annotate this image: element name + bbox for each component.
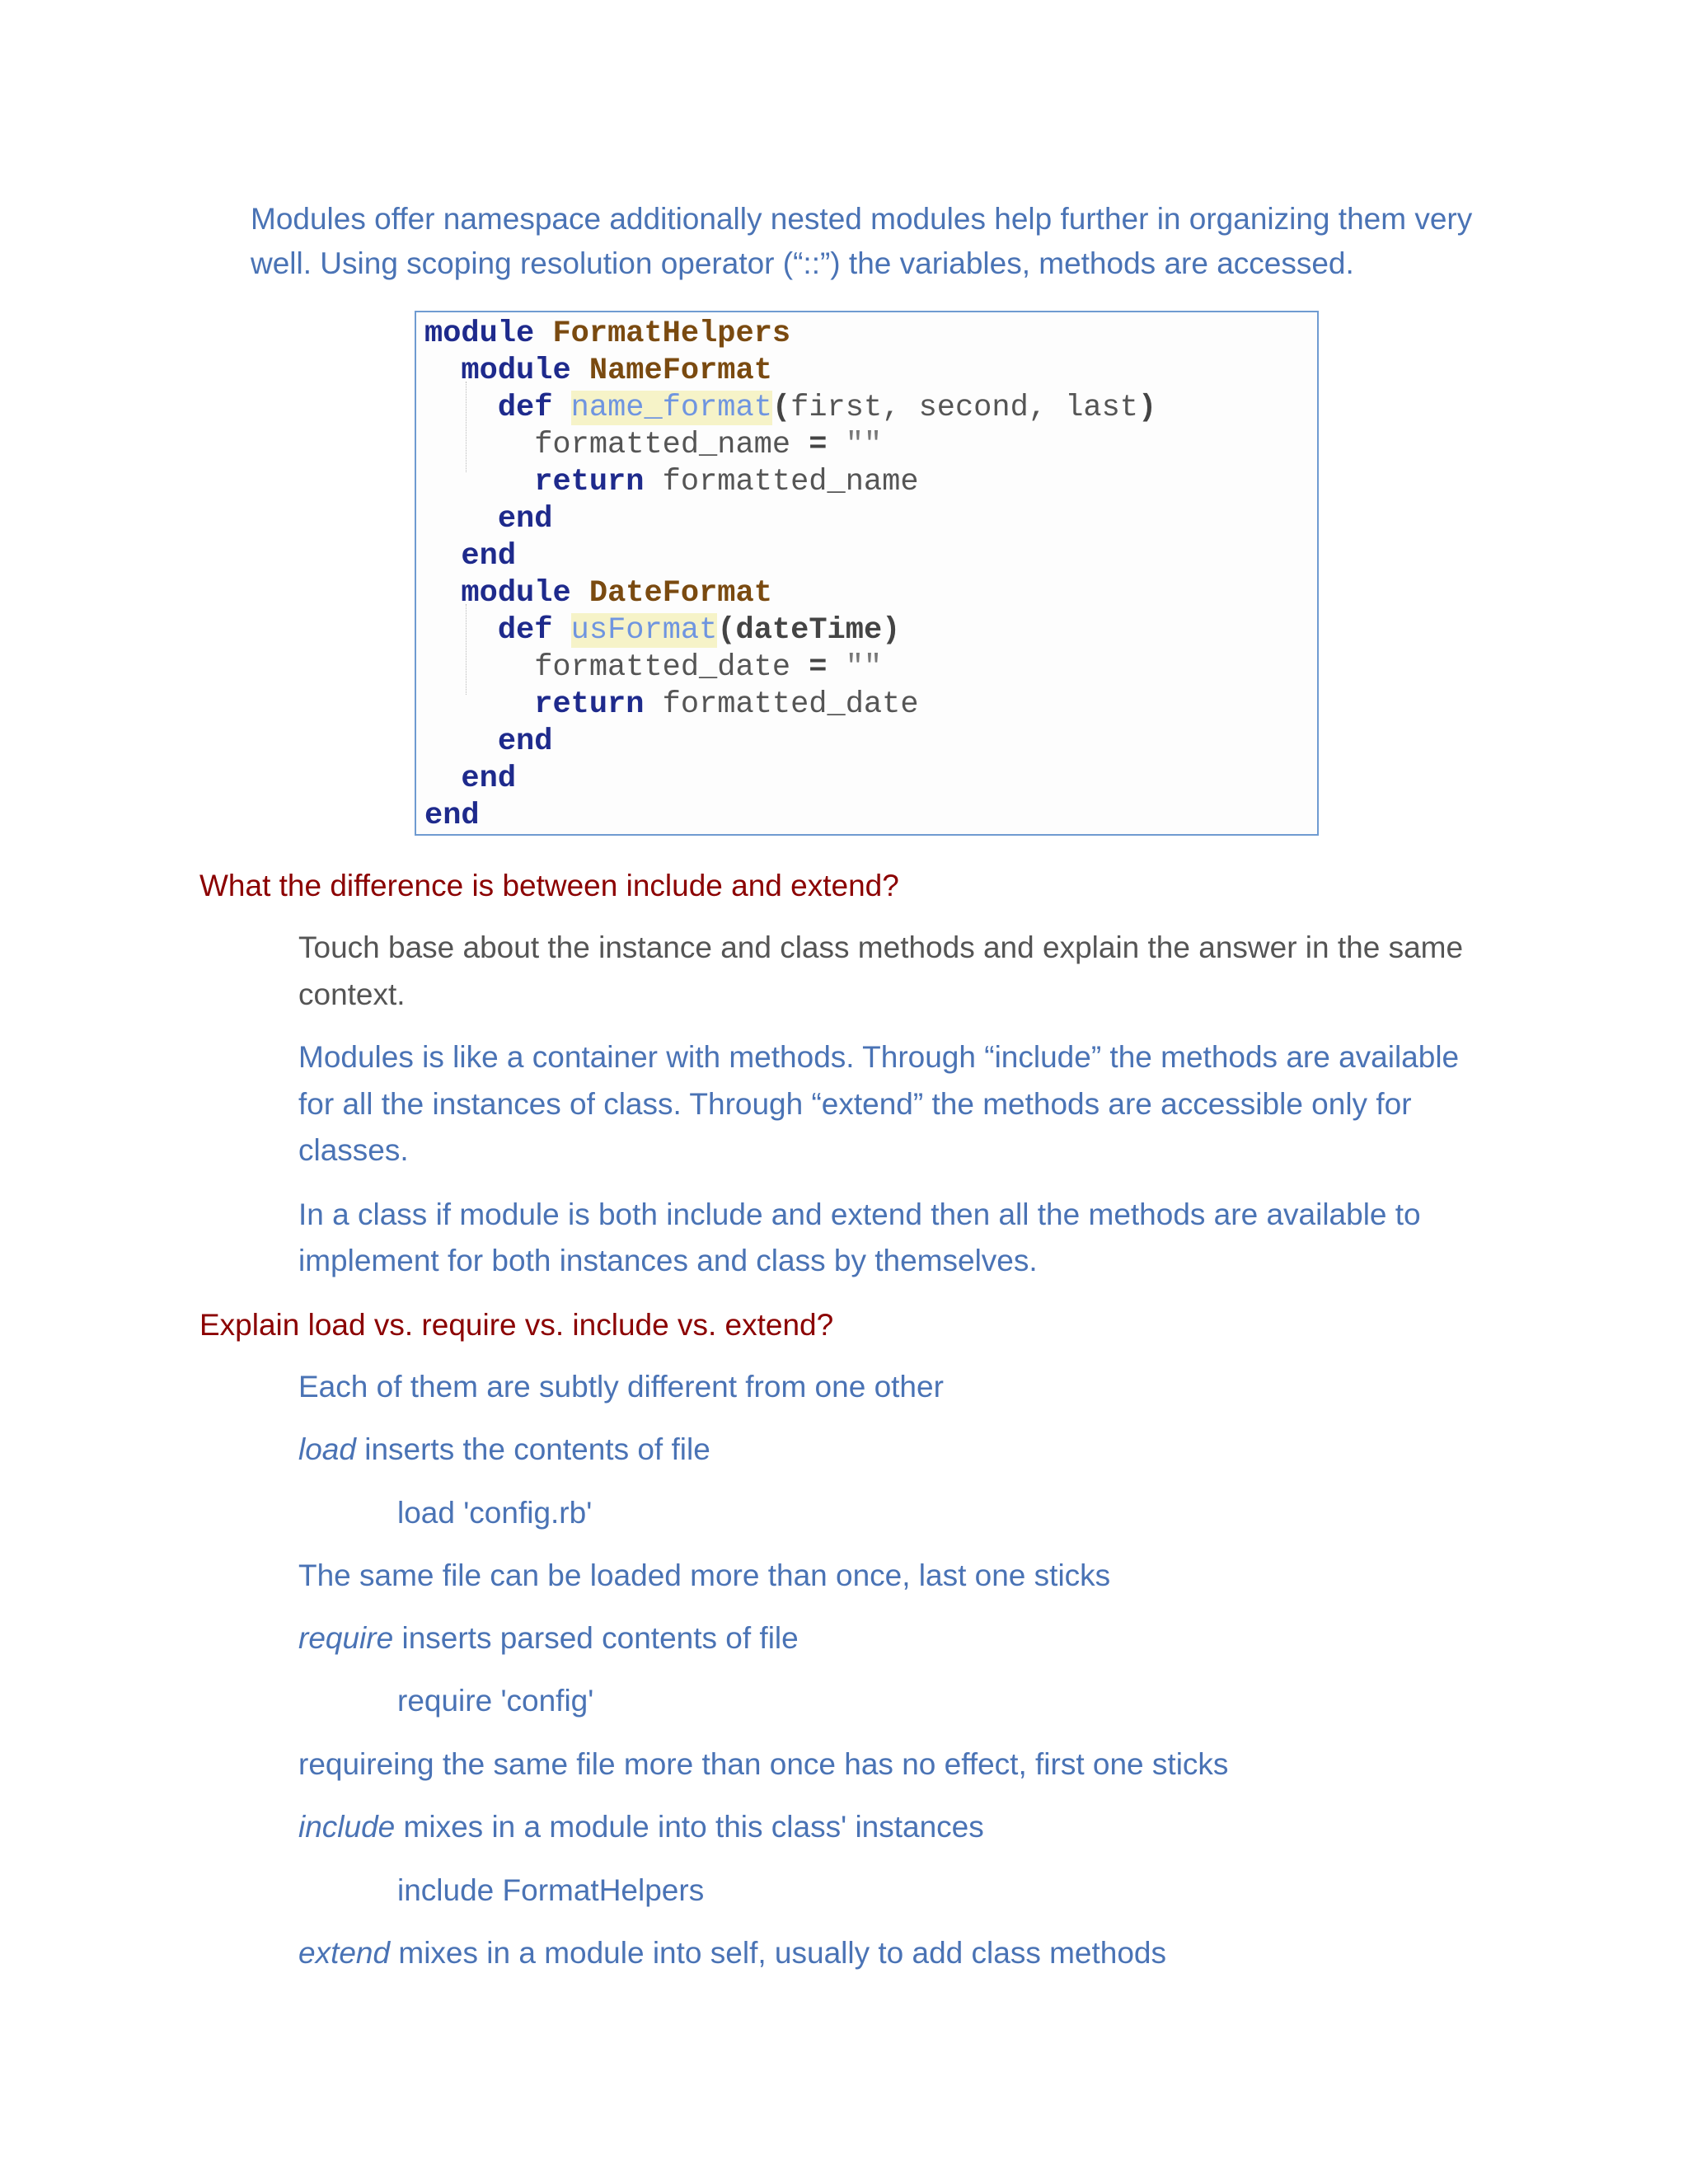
code-line (424, 501, 552, 538)
code-token: name_format (570, 391, 772, 425)
code-token: first, second, last (790, 391, 1139, 425)
code-token (424, 762, 461, 796)
load-term: load (298, 1432, 356, 1466)
load-example: load 'config.rb' (397, 1496, 593, 1530)
code-line (424, 575, 772, 612)
code-token (534, 316, 552, 351)
code-token: end (497, 502, 553, 537)
code-line (424, 316, 790, 353)
code-token (424, 354, 461, 388)
code-line (424, 798, 480, 835)
code-token: end (461, 762, 517, 796)
code-token: end (497, 724, 553, 759)
code-token (424, 724, 498, 759)
require-term: require (298, 1621, 394, 1655)
code-token: FormatHelpers (552, 316, 791, 351)
code-token: ) (1138, 391, 1157, 425)
answer-paragraph-2-line-3: classes. (298, 1133, 409, 1167)
code-line (424, 761, 516, 798)
code-token (424, 391, 498, 425)
code-token (424, 539, 461, 574)
intro-line-2: well. Using scoping resolution operator (“::”) the variables, methods are accessed. (251, 246, 1354, 280)
code-token: ( (771, 391, 791, 425)
code-token: DateFormat (588, 576, 772, 611)
code-token (424, 465, 534, 499)
comparison-intro: Each of them are subtly different from one other (298, 1370, 944, 1404)
answer-paragraph-2-line-1: Modules is like a container with methods. Through “include” the methods are available (298, 1040, 1460, 1074)
code-token: end (461, 539, 517, 574)
extend-description (298, 1930, 1166, 1976)
include-example: include FormatHelpers (397, 1873, 705, 1907)
load-description (298, 1427, 710, 1473)
extend-desc: mixes in a module into self, usually to add class methods (390, 1936, 1167, 1970)
code-token: module (461, 354, 571, 388)
code-token: (dateTime) (717, 613, 901, 648)
extend-term: extend (298, 1936, 391, 1970)
code-token (828, 428, 846, 462)
code-token (424, 613, 498, 648)
code-token (571, 354, 589, 388)
code-line (424, 649, 882, 687)
code-token: NameFormat (588, 354, 772, 388)
code-token: "" (845, 650, 883, 685)
require-note: requireing the same file more than once has no effect, first one sticks (298, 1747, 1229, 1781)
code-line (424, 427, 882, 464)
load-note: The same file can be loaded more than once, last one sticks (298, 1558, 1111, 1592)
section-heading-include-extend: What the difference is between include and extend? (199, 869, 899, 902)
code-token: return (534, 465, 645, 499)
code-line (424, 724, 552, 761)
section-heading-load-require: Explain load vs. require vs. include vs. extend? (199, 1308, 834, 1342)
code-token (424, 576, 461, 611)
code-token: = (809, 650, 828, 685)
code-line (424, 612, 900, 649)
code-token: module (461, 576, 571, 611)
include-description (298, 1804, 984, 1850)
answer-paragraph-3-line-2: implement for both instances and class by themselves. (298, 1244, 1038, 1277)
answer-paragraph-1-line-1: Touch base about the instance and class methods and explain the answer in the same (298, 930, 1464, 964)
require-desc: inserts parsed contents of file (393, 1621, 799, 1655)
code-token (828, 650, 846, 685)
code-token: formatted_name (644, 465, 919, 499)
code-token: formatted_name (424, 428, 809, 462)
code-token: formatted_date (644, 687, 919, 722)
code-line (424, 687, 919, 724)
code-token: end (424, 799, 480, 833)
code-line (424, 464, 919, 501)
code-line (424, 538, 516, 575)
code-token: module (424, 316, 535, 351)
code-token: "" (845, 428, 883, 462)
code-token: formatted_date (424, 650, 809, 685)
code-line (424, 353, 772, 390)
answer-paragraph-2-line-2: for all the instances of class. Through “extend” the methods are accessible only for (298, 1087, 1412, 1121)
code-block (415, 311, 1319, 836)
code-token: def (497, 391, 553, 425)
code-token: def (497, 613, 553, 648)
code-token (571, 576, 589, 611)
require-example: require 'config' (397, 1684, 594, 1718)
code-token: return (534, 687, 645, 722)
load-desc: inserts the contents of file (355, 1432, 710, 1466)
require-description (298, 1615, 799, 1661)
code-token: usFormat (570, 613, 718, 648)
code-line (424, 390, 1156, 427)
code-token: = (809, 428, 828, 462)
code-token (552, 391, 570, 425)
code-token (552, 613, 570, 648)
include-term: include (298, 1810, 396, 1844)
answer-paragraph-1-line-2: context. (298, 977, 406, 1011)
code-token (424, 502, 498, 537)
include-desc: mixes in a module into this class' instances (395, 1810, 984, 1844)
intro-line-1: Modules offer namespace additionally nested modules help further in organizing them very (251, 202, 1473, 236)
answer-paragraph-3-line-1: In a class if module is both include and extend then all the methods are available to (298, 1197, 1421, 1231)
code-token (424, 687, 534, 722)
